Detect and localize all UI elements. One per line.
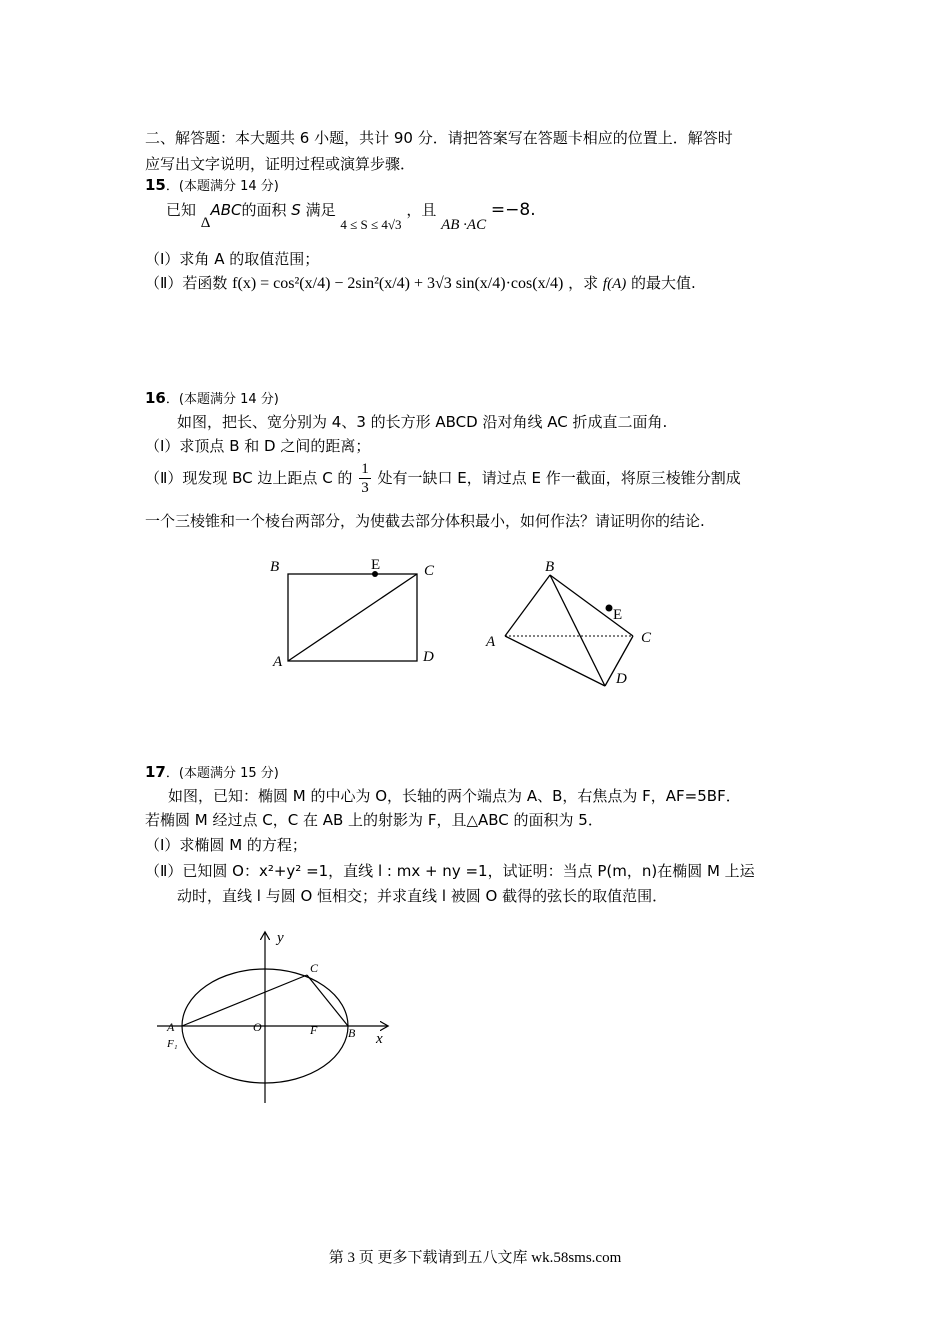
label-B: B <box>270 559 280 575</box>
q15-abc: ABC <box>210 201 242 219</box>
q17-header <box>145 762 279 781</box>
q16-part2-cont: 一个三棱锥和一个棱台两部分，为使截去部分体积最小，如何作法？请证明你的结论. <box>145 512 705 530</box>
q16-header <box>145 388 279 407</box>
q15-part2 <box>145 272 696 293</box>
label-E: E <box>613 607 623 623</box>
q16-frac-num: 1 <box>361 461 369 477</box>
q16-part1: （Ⅰ）求顶点 B 和 D 之间的距离； <box>145 437 371 455</box>
q17-score: ．(本题满分 15 分) <box>165 766 279 781</box>
label-C: C <box>641 630 652 646</box>
section-title-line1: 二、解答题：本大题共 6 小题，共计 90 分．请把答案写在答题卡相应的位置上．解答时 <box>145 129 733 147</box>
q15-number: 15 <box>145 176 166 194</box>
q15-part2-b: ，求 <box>568 274 599 292</box>
q15-stem-a: 已知 <box>166 201 197 219</box>
q17-part1: （Ⅰ）求椭圆 M 的方程； <box>145 836 307 854</box>
q17-part2: （Ⅱ）已知圆 O：x²+y² =1，直线 l : mx + ny =1，试证明：当点 P(m，n)在椭圆 M 上运 <box>145 862 755 880</box>
label-x: x <box>376 1031 383 1047</box>
segment-ac <box>182 975 307 1026</box>
q15-delta: Δ <box>200 215 211 231</box>
q16-figure-rectangle <box>262 552 452 677</box>
q17-number: 17 <box>145 763 166 781</box>
diagonal-ac <box>288 574 417 661</box>
q17-line2: 若椭圆 M 经过点 C，C 在 AB 上的射影为 F，且△ABC 的面积为 5． <box>145 811 603 829</box>
q16-part2-a: （Ⅱ）现发现 BC 边上距点 C 的 <box>145 469 353 487</box>
label-F1: F₁ <box>167 1038 178 1050</box>
section-title-line2: 应写出文字说明，证明过程或演算步骤． <box>145 155 416 173</box>
q16-score: ．(本题满分 14 分) <box>165 392 279 407</box>
q16-stem: 如图，把长、宽分别为 4、3 的长方形 ABCD 沿对角线 AC 折成直二面角. <box>177 413 668 431</box>
q15-part1: （Ⅰ）求角 A 的取值范围； <box>145 250 320 268</box>
q15-part2-a: （Ⅱ）若函数 <box>145 274 228 292</box>
q16-fraction <box>359 460 371 497</box>
label-C: C <box>424 563 435 579</box>
q15-score: ．(本题满分 14 分) <box>165 179 279 194</box>
q15-eq: =−8. <box>490 200 536 220</box>
q15-stem-d: ，且 <box>406 201 437 219</box>
q17-line1: 如图，已知：椭圆 M 的中心为 O，长轴的两个端点为 A、B，右焦点为 F，AF=5BF． <box>168 787 741 805</box>
label-A: A <box>486 634 496 650</box>
q15-stem-c: 满足 <box>305 201 336 219</box>
q16-figure-tetrahedron <box>480 552 660 692</box>
q15-S: S <box>291 201 301 219</box>
q16-part2-b: 处有一缺口 E，请过点 E 作一截面，将原三棱锥分割成 <box>377 469 741 487</box>
q17-figure-ellipse <box>155 925 395 1105</box>
q15-stem <box>166 199 536 233</box>
edge-bd <box>550 575 605 686</box>
label-B: B <box>545 559 555 575</box>
label-A: A <box>167 1020 175 1034</box>
label-C: C <box>310 961 319 975</box>
q16-frac-den: 3 <box>361 480 369 496</box>
q15-fA: f(A) <box>602 276 627 292</box>
label-O: O <box>253 1020 262 1034</box>
label-F: F <box>310 1023 318 1037</box>
q16-part2 <box>145 460 741 497</box>
q15-header <box>145 175 279 194</box>
page-footer: 第 3 页 更多下载请到五八文库 wk.58sms.com <box>328 1250 622 1266</box>
q15-stem-b: 的面积 <box>241 201 287 219</box>
q15-vector: AB ·AC <box>441 217 487 233</box>
label-A: A <box>273 654 283 670</box>
label-E: E <box>371 557 381 573</box>
edge-ad <box>505 636 605 686</box>
q15-function: f(x) = cos²(x/4) − 2sin²(x/4) + 3√3 sin(x/4)·cos(x/4) <box>232 275 564 292</box>
label-y: y <box>277 930 284 946</box>
q15-part2-c: 的最大值. <box>631 274 696 292</box>
q15-ineq: 4 ≤ S ≤ 4√3 <box>340 217 402 232</box>
q17-part2-cont: 动时，直线 l 与圆 O 恒相交；并求直线 l 被圆 O 截得的弦长的取值范围． <box>177 887 668 905</box>
edge-ba <box>505 575 550 636</box>
edge-bc <box>550 575 633 636</box>
segment-cb <box>307 975 348 1026</box>
point-e <box>606 605 613 612</box>
label-D: D <box>616 671 627 687</box>
label-B: B <box>348 1026 356 1040</box>
q16-number: 16 <box>145 389 166 407</box>
label-D: D <box>423 649 434 665</box>
